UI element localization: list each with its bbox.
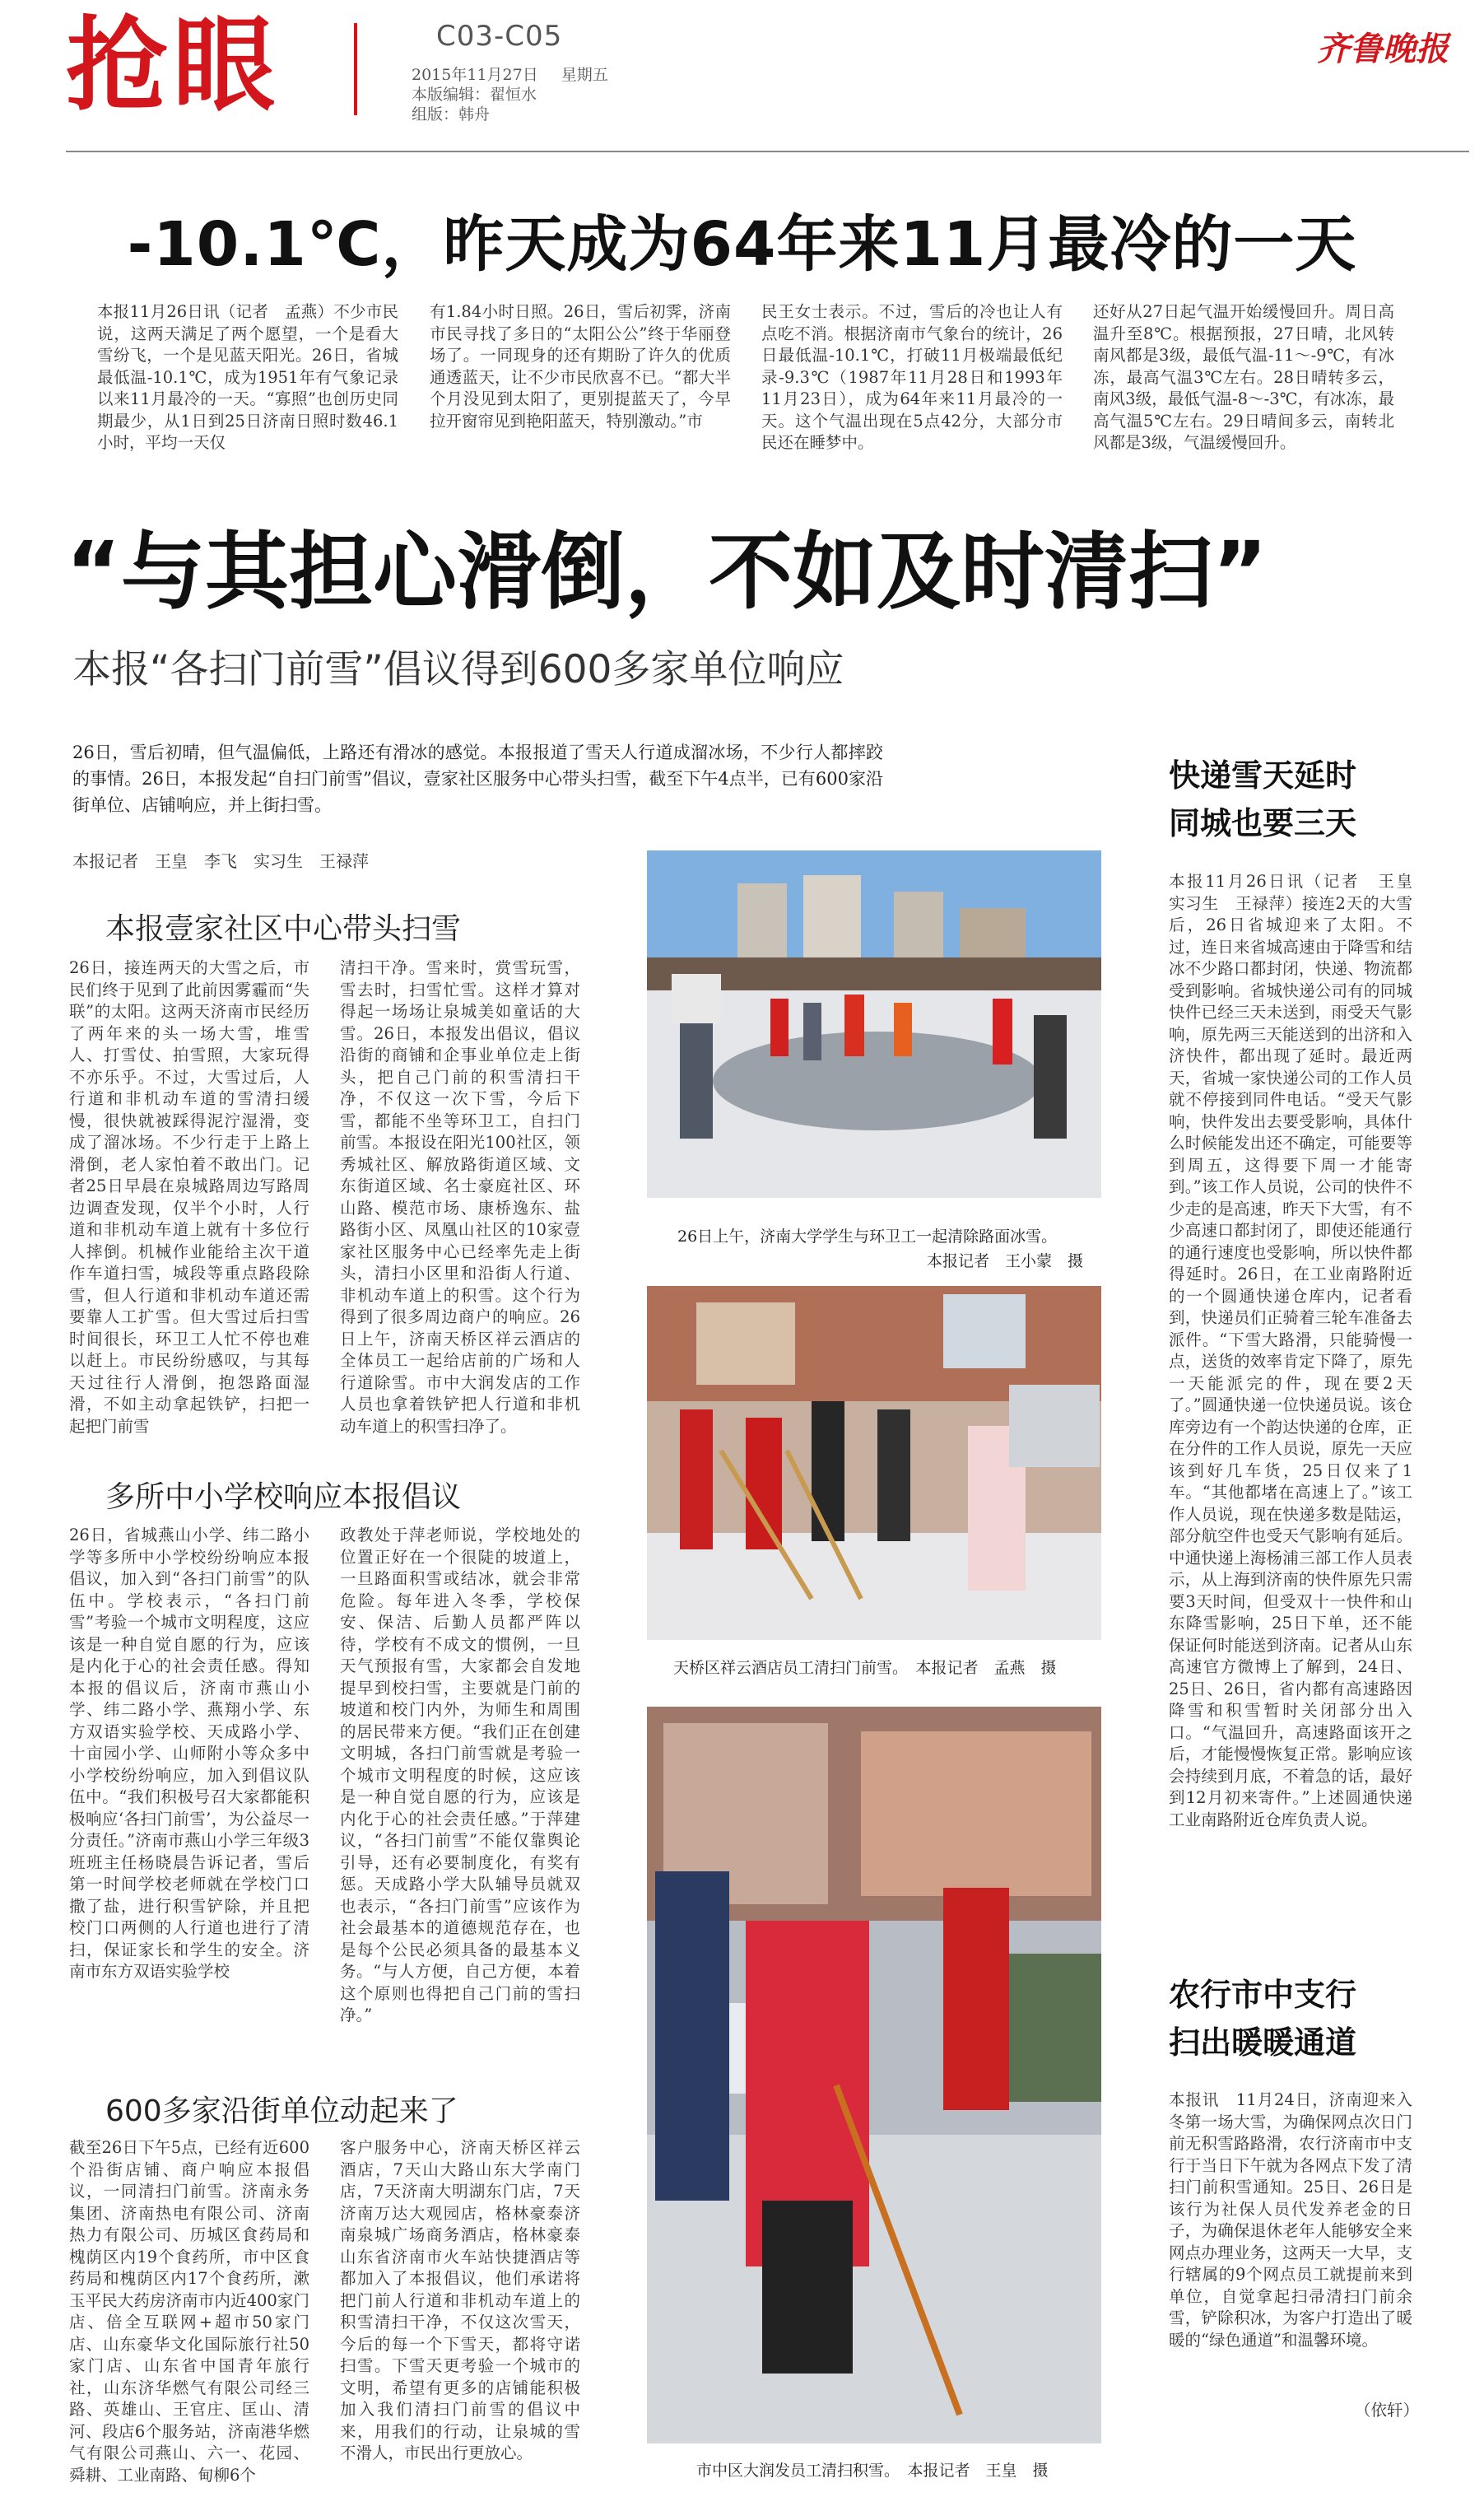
paper-name: 齐鲁晚报	[1317, 30, 1449, 68]
story1-col2: 有1.84小时日照。26日，雪后初霁，济南市民寻找了多日的“太阳公公”终于华丽登场了。一同现身的还有期盼了许久的优质通透蓝天，让不少市民欣喜不已。“都大半个月没见到太阳了，更别提蓝天了，今早拉开窗帘见到艳阳蓝天，特别激动。”市	[430, 302, 731, 431]
page-code: C03-C05	[436, 20, 563, 53]
masthead-rule	[66, 151, 1469, 152]
sidebar-story1-title	[1169, 752, 1356, 847]
issue-date-line	[412, 68, 608, 83]
section2-col2: 政教处于萍老师说，学校地处的位置正好在一个很陡的坡道上，一旦路面积雪或结冰，就会非常危险。每年进入冬季，学校保安、保洁、后勤人员都严阵以待，学校有不成文的惯例，一旦天气预报有雪，大家都会自发地提早到校扫雪，主要就是门前的坡道和校门内外，为师生和周围的居民带来方便。“我们正在创建文明城，各扫门前雪就是考验一个城市文明程度的时候，这应该是一种自觉自愿的行为，应该是内化于心的社会责任感。”于萍建议，“各扫门前雪”不能仅靠舆论引导，还有必要制度化，有奖有惩。天成路小学大队辅导员就双也表示，“各扫门前雪”应该作为社会最基本的道德规范存在，也是每个公民必须具备的最基本义务。“与人方便，自己方便，本着这个原则也得把自己门前的雪扫净。”	[340, 1526, 580, 2024]
story1-col4: 还好从27日起气温开始缓慢回升。周日高温升至8℃。根据预报，27日晴，北风转南风都是3级，最低气温-11～-9℃，有冰冻，最高气温3℃左右。28日晴转多云，南风3级，最低气温-8～-3℃，有冰冻，最高气温5℃左右。29日晴间多云，南转北风都是3级，气温缓慢回升。	[1093, 302, 1394, 452]
section1-title: 本报壹家社区中心带头扫雪	[105, 912, 462, 946]
photo3-caption: 市中区大润发员工清扫积雪。 本报记者 王皇 摄	[696, 2462, 1049, 2480]
story2-reporters: 本报记者 王皇 李飞 实习生 王禄萍	[72, 851, 369, 871]
story2-lead: 26日，雪后初晴，但气温偏低，上路还有滑冰的感觉。本报报道了雪天人行道成溜冰场，不少行人都摔跤的事情。26日，本报发起“自扫门前雪”倡议，壹家社区服务中心带头扫雪，截至下午4点半，已有600家沿街单位、店铺响应，并上街扫雪。	[72, 743, 883, 815]
photo1-credit: 本报记者 王小蒙 摄	[927, 1252, 1084, 1270]
section3-col1: 截至26日下午5点，已经有近600个沿街店铺、商户响应本报倡议，一同清扫门前雪。济南永务集团、济南热电有限公司、济南热力有限公司、历城区食药局和槐荫区内19个食药所，市中区食药局和槐荫区内17个食药所，漱玉平民大药房济南市内近400家门店、倍全互联网+超市50家门店、山东豪华文化国际旅行社50家门店、山东省中国青年旅行社，山东济华燃气有限公司经三路、英雄山、王官庄、匡山、清河、段店6个服务站，济南港华燃气有限公司燕山、六一、花园、舜耕、工业南路、甸柳6个	[69, 2138, 309, 2485]
story1-col3: 民王女士表示。不过，雪后的冷也让人有点吃不消。根据济南市气象台的统计，26日最低温-10.1℃，打破11月极端最低纪录-9.3℃（1987年11月28日和1993年11月23日），成为64年来11月最冷的一天。这个气温出现在5点42分，大部分市民还在睡梦中。	[761, 302, 1063, 452]
photo2-caption: 天桥区祥云酒店员工清扫门前雪。 本报记者 孟燕 摄	[673, 1659, 1057, 1677]
section2-col1: 26日，省城燕山小学、纬二路小学等多所中小学校纷纷响应本报倡议，加入到“各扫门前雪”的队伍中。学校表示，“各扫门前雪”考验一个城市文明程度，这应该是一种自觉自愿的行为，应该是内化于心的社会责任感。得知本报的倡议后，济南市燕山小学、纬二路小学、燕翔小学、东方双语实验学校、天成路小学、十亩园小学、山师附小等众多中小学校纷纷响应，加入到倡议队伍中。“我们积极号召大家都能积极响应‘各扫门前雪’，为公益尽一分责任。”济南市燕山小学三年级3班班主任杨晓晨告诉记者，雪后第一时间学校老师就在学校门口撒了盐，进行积雪铲除，并且把校门口两侧的人行道也进行了清扫，保证家长和学生的安全。济南市东方双语实验学校	[69, 1526, 309, 1981]
story2-subhead: 本报“各扫门前雪”倡议得到600多家单位响应	[72, 647, 844, 692]
issue-weekday: 星期五	[561, 66, 608, 84]
photo-students-clearing-ice	[647, 850, 1101, 1198]
sidebar-story1-title-line1: 快递雪天延时	[1169, 757, 1357, 794]
photo1-caption: 26日上午，济南大学学生与环卫工一起清除路面冰雪。	[677, 1228, 1058, 1246]
page-editor: 本版编辑：翟恒水	[412, 86, 537, 104]
section1-col2: 清扫干净。雪来时，赏雪玩雪，雪去时，扫雪忙雪。这样才算对得起一场场让泉城美如童话的大雪。26日，本报发出倡议，倡议沿街的商铺和企事业单位走上街头，把自己门前的积雪清扫干净，不仅这一次下雪，今后下雪，都能不坐等环卫工，自扫门前雪。本报设在阳光100社区，领秀城社区、解放路街道区域、文东街道区域、名士豪庭社区、环山路、模范市场、康桥逸东、盐路街小区、凤凰山社区的10家壹家社区服务中心已经率先走上街头，清扫小区里和沿街人行道、非机动车道上的积雪。这个行为得到了很多周边商户的响应。26日上午，济南天桥区祥云酒店的全体员工一起给店前的广场和人行道除雪。市中大润发店的工作人员也拿着铁铲把人行道和非机动车道上的积雪扫净了。	[340, 958, 580, 1436]
issue-date: 2015年11月27日	[412, 66, 538, 84]
section2-title: 多所中小学校响应本报倡议	[105, 1480, 462, 1514]
sidebar-story1-body: 本报11月26日讯（记者 王皇 实习生 王禄萍）接连2天的大雪后，26日省城迎来了太阳。不过，连日来省城高速由于降雪和结冰不少路口都封闭，快递、物流都受到影响。省城快递公司有的同城快件已经三天未送到，雨受天气影响，原先两三天能送到的出济和入济快件，都出现了延时。最近两天，省城一家快递公司的工作人员就不停接到同件电话。“受天气影响，快件发出去要受影响，具体什么时候能发出还不确定，可能要等到周五，这得要下周一才能寄到。”该工作人员说，公司的快件不少走的是高速，昨天下大雪，有不少高速口都封闭了，即使还能通行的通行速度也受影响，所以快件都得延时。26日，在工业南路附近的一个圆通快递仓库内，记者看到，快递员们正骑着三轮车准备去派件。“下雪大路滑，只能骑慢一点，送货的效率肯定下降了，原先一天能派完的件，现在要2天了。”圆通快递一位快递员说。该仓库旁边有一个韵达快递的仓库，正在分件的工作人员说，原先一天应该到好几车货，25日仅来了1车。“其他都堵在高速上了。”该工作人员说，现在快递多数是陆运，部分航空件也受天气影响有延后。中通快递上海杨浦三部工作人员表示，从上海到济南的快件原先只需要3天时间，但受双十一快件和山东降雪影响，25日下单，还不能保证何时能送到济南。记者从山东高速官方微博上了解到，24日、25日、26日，省内都有高速路因降雪和积雪暂时关闭部分出入口。“气温回升，高速路面该开之后，才能慢慢恢复正常。影响应该会持续到月底，不着急的话，最好到12月初来寄件。”上述圆通快递工业南路附近仓库负责人说。	[1169, 872, 1429, 1829]
sidebar-story2-byline: （依轩）	[1355, 2401, 1420, 2420]
story2-headline: “与其担心滑倒，不如及时清扫”	[66, 524, 1268, 622]
sidebar-story2-body: 本报讯 11月24日，济南迎来入冬第一场大雪，为确保网点次日门前无积雪路路滑，农行济南市中支行于当日下午就为各网点下发了清扫门前积雪通知。25日、26日是该行为社保人员代发养老金的日子，为确保退休老年人能够安全来网点办理业务，这两天一大早，支行辖属的9个网点员工就提前来到单位，自觉拿起扫帚清扫门前余雪，铲除积冰，为客户打造出了暖暖的“绿色通道”和温馨环境。	[1169, 2090, 1412, 2350]
photo-hotel-staff-sweeping	[647, 1286, 1101, 1640]
story1-headline: -10.1℃，昨天成为64年来11月最冷的一天	[127, 209, 1357, 280]
section-logo: 抢眼	[66, 7, 281, 125]
sidebar-story1-title-line2: 同城也要三天	[1169, 805, 1357, 841]
page-layout-credit: 组版：韩舟	[412, 105, 491, 123]
photo-supermarket-staff-clearing	[647, 1707, 1101, 2443]
section1-col1: 26日，接连两天的大雪之后，市民们终于见到了此前因雾霾而“失联”的太阳。这两天济南市民经历了两年来的头一场大雪，堆雪人、打雪仗、拍雪照，大家玩得不亦乐乎。不过，大雪过后，人行道和非机动车道的雪清扫缓慢，很快就被踩得泥泞湿滑，变成了溜冰场。不少行走于上路上滑倒，老人家怕着不敢出门。记者25日早晨在泉城路周边写路周边调查发现，仅半个小时，人行道和非机动车道上就有十多位行人摔倒。机械作业能给主次干道作车道扫雪，城段等重点路段除雪，但人行道和非机动车道还需要靠人工扩雪。但大雪过后扫雪时间很长，环卫工人忙不停也难以赶上。市民纷纷感叹，与其每天过往行人滑倒，抱怨路面湿滑，不如主动拿起铁铲，扫把一起把门前雪	[69, 958, 309, 1436]
sidebar-story2-title-line2: 扫出暖暖通道	[1169, 2024, 1357, 2061]
story1-col1: 本报11月26日讯（记者 孟燕）不少市民说，这两天满足了两个愿望，一个是看大雪纷飞，一个是见蓝天阳光。26日，省城最低温-10.1℃，成为1951年有气象记录以来11月最冷的一天。“寡照”也创历史同期最少，从1日到25日济南日照时数46.1小时，平均一天仅	[97, 302, 398, 452]
sidebar-story2-title-line1: 农行市中支行	[1169, 1977, 1357, 2013]
section3-col2: 客户服务中心，济南天桥区祥云酒店，7天山大路山东大学南门店，7天济南大明湖东门店，7天济南万达大观园店，格林豪泰济南泉城广场商务酒店，格林豪泰山东省济南市火车站快捷酒店等都加入了本报倡议，他们承诺将把门前人行道和非机动车道上的积雪清扫干净，不仅这次雪天，今后的每一个下雪天，都将守诺扫雪。下雪天更考验一个城市的文明，希望有更多的店铺能积极加入我们清扫门前雪的倡议中来，用我们的行动，让泉城的雪不滑人，市民出行更放心。	[340, 2138, 580, 2462]
section3-title: 600多家沿街单位动起来了	[105, 2094, 458, 2128]
masthead-divider	[354, 23, 357, 115]
sidebar-story2-title	[1169, 1971, 1356, 2066]
